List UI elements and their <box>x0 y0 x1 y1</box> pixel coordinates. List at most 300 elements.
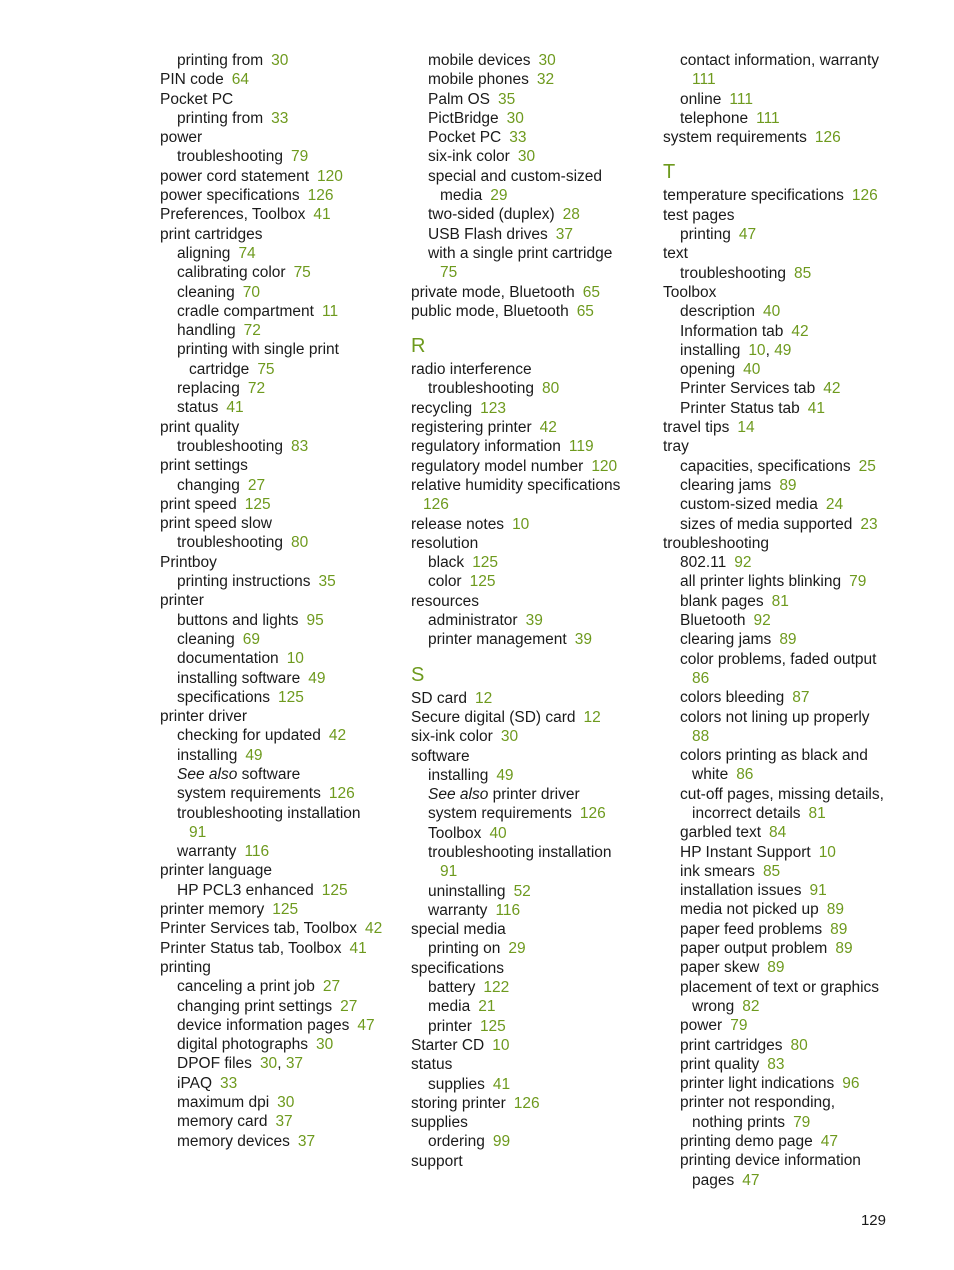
index-subentry <box>411 997 651 1016</box>
index-subentry <box>411 553 651 572</box>
entry-term: media not picked up <box>680 901 819 919</box>
entry-term: power cord statement <box>160 167 310 185</box>
page-reference: 126 <box>307 187 334 205</box>
entry-term: resolution <box>411 534 479 552</box>
entry-term: 802.11 <box>680 554 727 572</box>
index-entry <box>411 1055 651 1074</box>
page-reference: 49 <box>496 766 514 784</box>
index-subentry <box>663 1016 903 1035</box>
entry-term: PictBridge <box>428 109 499 127</box>
page-reference: 49 <box>245 746 263 764</box>
index-entry <box>411 1113 651 1132</box>
index-entry <box>160 919 400 938</box>
index-entry <box>411 689 651 708</box>
index-column-3 <box>663 51 903 1190</box>
page-reference: 75 <box>293 264 311 282</box>
index-entry <box>160 495 400 514</box>
page-reference: 29 <box>508 940 526 958</box>
page-reference: 116 <box>244 843 270 861</box>
entry-term: relative humidity specifications <box>411 476 621 494</box>
entry-term: printer memory <box>160 901 265 919</box>
index-entry <box>160 514 400 533</box>
index-subentry <box>160 109 400 128</box>
page-reference: 79 <box>730 1017 748 1035</box>
index-subentry <box>663 920 903 939</box>
index-entry-continuation <box>663 804 903 823</box>
entry-term: printing with single print <box>177 341 339 359</box>
page-reference: 95 <box>306 611 324 629</box>
entry-term: printer driver <box>492 786 580 804</box>
entry-term: printer management <box>428 631 567 649</box>
entry-term: installing <box>428 766 489 784</box>
index-subentry <box>663 457 903 476</box>
index-subentry <box>663 611 903 630</box>
index-entry-continuation <box>411 495 651 514</box>
index-subentry <box>663 939 903 958</box>
page-reference: 41 <box>492 1075 511 1093</box>
page-reference: 52 <box>513 882 531 900</box>
page-reference: 86 <box>692 669 710 687</box>
index-entry <box>411 1094 651 1113</box>
index-subentry <box>663 592 903 611</box>
index-subentry <box>411 51 651 70</box>
entry-term: replacing <box>177 380 240 398</box>
entry-term: placement of text or graphics <box>680 978 880 996</box>
page-reference: 30 <box>271 52 289 69</box>
page-reference: 42 <box>539 419 557 437</box>
page-reference: 37 <box>555 225 573 243</box>
page-reference: 81 <box>771 592 789 610</box>
entry-term: DPOF files <box>177 1055 252 1073</box>
index-subentry <box>663 264 903 283</box>
page-reference: 70 <box>242 283 260 301</box>
entry-term: text <box>663 245 688 263</box>
entry-term: regulatory model number <box>411 457 584 475</box>
page-reference: 125 <box>479 1017 506 1035</box>
entry-term: black <box>428 554 465 572</box>
entry-term: print speed slow <box>160 515 273 533</box>
entry-term: color <box>428 573 462 591</box>
index-entry <box>411 360 651 379</box>
section-letter-s: S <box>411 663 425 686</box>
index-subentry <box>411 901 651 920</box>
index-subentry <box>663 495 903 514</box>
entry-term: power <box>160 129 203 147</box>
entry-term: printing instructions <box>177 573 311 591</box>
index-subentry <box>160 688 400 707</box>
entry-term: online <box>680 90 722 108</box>
index-entry-continuation <box>663 765 903 784</box>
entry-term: travel tips <box>663 419 730 437</box>
page-reference: 75 <box>440 264 458 282</box>
entry-term: ordering <box>428 1133 485 1151</box>
entry-term: media <box>428 998 471 1016</box>
page-reference: 39 <box>525 612 543 630</box>
index-subentry <box>663 958 903 977</box>
entry-term: cleaning <box>177 283 235 301</box>
entry-term: maximum dpi <box>177 1094 270 1112</box>
entry-term: sizes of media supported <box>680 515 853 533</box>
index-subentry <box>411 225 651 244</box>
page-reference: 10 <box>492 1036 510 1054</box>
entry-term: private mode, Bluetooth <box>411 283 575 301</box>
entry-term: HP PCL3 enhanced <box>177 881 314 899</box>
index-entry <box>160 861 400 880</box>
index-subentry <box>663 1074 903 1093</box>
page-reference: 125 <box>272 901 299 919</box>
page-reference: 89 <box>767 959 785 977</box>
entry-term: software <box>411 747 470 765</box>
entry-term: print quality <box>680 1055 760 1073</box>
index-subentry <box>160 977 400 996</box>
page-reference: 41 <box>313 206 331 224</box>
index-entry <box>411 959 651 978</box>
entry-term: colors printing as black and <box>680 747 868 765</box>
page-reference: 37 <box>297 1132 316 1150</box>
index-subentry <box>411 379 651 398</box>
page-reference: 86 <box>736 766 754 784</box>
index-subentry <box>160 147 400 166</box>
page-reference: 30 <box>517 148 536 166</box>
entry-term: printing on <box>428 940 501 958</box>
entry-term: troubleshooting <box>177 148 283 166</box>
index-subentry <box>663 379 903 398</box>
index-entry <box>663 244 903 263</box>
entry-term: pages <box>692 1171 735 1189</box>
index-entry <box>411 437 651 456</box>
entry-term: white <box>692 766 729 784</box>
entry-term: PIN code <box>160 71 224 89</box>
entry-term: printer language <box>160 862 273 880</box>
page-reference: 12 <box>475 689 493 707</box>
index-entry-continuation <box>411 263 651 282</box>
entry-term: printing <box>680 226 731 244</box>
index-entry <box>160 70 400 89</box>
index-entry <box>411 708 651 727</box>
entry-term: troubleshooting <box>680 264 786 282</box>
page-reference: 65 <box>576 302 594 320</box>
index-subentry <box>160 726 400 745</box>
page-reference: 65 <box>582 283 600 301</box>
index-subentry <box>663 881 903 900</box>
index-subentry <box>160 1132 400 1151</box>
entry-term: troubleshooting installation <box>177 804 361 822</box>
see-also-label: See also <box>177 765 238 783</box>
entry-term: SD card <box>411 689 467 707</box>
index-subentry <box>411 804 651 823</box>
page-reference: 21 <box>478 998 496 1016</box>
entry-term: blank pages <box>680 592 764 610</box>
page-reference: 126 <box>423 496 449 514</box>
entry-term: system requirements <box>428 805 572 823</box>
page-reference: 99 <box>492 1133 511 1151</box>
entry-term: contact information, warranty <box>680 52 880 69</box>
page-reference: 33 <box>220 1074 238 1092</box>
index-subentry <box>160 804 400 823</box>
index-subentry <box>160 630 400 649</box>
index-subentry <box>411 843 651 862</box>
entry-term: recycling <box>411 399 473 417</box>
page-reference: 91 <box>189 823 207 841</box>
page-reference: 126 <box>513 1094 540 1112</box>
index-subentry <box>160 533 400 552</box>
index-subentry <box>411 824 651 843</box>
entry-term: Printer Services tab <box>680 380 816 398</box>
index-entry <box>411 1036 651 1055</box>
index-subentry <box>411 147 651 166</box>
entry-term: memory devices <box>177 1132 290 1150</box>
entry-term: warranty <box>428 901 488 919</box>
page-reference: 47 <box>820 1133 838 1151</box>
page-reference: 125 <box>469 573 496 591</box>
entry-term: paper feed problems <box>680 920 823 938</box>
page-reference: 88 <box>692 727 710 745</box>
index-column-2 <box>411 51 651 1171</box>
entry-term: power <box>680 1017 723 1035</box>
entry-term: installing <box>680 341 741 359</box>
page-reference: 122 <box>483 979 510 997</box>
page-reference: 30 <box>538 52 556 69</box>
entry-term: capacities, specifications <box>680 457 851 475</box>
index-subentry <box>663 225 903 244</box>
page-reference: 40 <box>489 824 507 842</box>
entry-term: clearing jams <box>680 476 772 494</box>
index-subentry <box>663 862 903 881</box>
entry-term: specifications <box>411 959 505 977</box>
index-subentry <box>411 205 651 224</box>
page-reference: 40 <box>762 303 781 321</box>
entry-term: system requirements <box>663 129 807 147</box>
entry-term: incorrect details <box>692 804 801 822</box>
index-subentry <box>160 765 400 784</box>
page-reference: 125 <box>321 881 348 899</box>
entry-term: cartridge <box>189 360 250 378</box>
entry-term: supplies <box>411 1114 468 1132</box>
index-subentry <box>663 1132 903 1151</box>
index-entry <box>160 418 400 437</box>
index-subentry <box>663 823 903 842</box>
index-subentry <box>160 51 400 70</box>
entry-term: print cartridges <box>160 225 263 243</box>
index-entry-continuation <box>663 70 903 89</box>
index-entry <box>411 283 651 302</box>
index-subentry <box>663 90 903 109</box>
index-entry <box>160 939 400 958</box>
entry-term: mobile devices <box>428 52 531 69</box>
page-reference: 116 <box>495 901 521 919</box>
entry-term: power specifications <box>160 187 300 205</box>
page-reference: 30 <box>316 1036 334 1054</box>
entry-term: garbled text <box>680 824 761 842</box>
index-subentry <box>663 1055 903 1074</box>
page-reference: 64 <box>231 71 250 89</box>
index-column-1 <box>160 51 400 1151</box>
page-reference: 111 <box>729 90 753 108</box>
page-reference: 89 <box>779 631 797 649</box>
entry-term: two-sided (duplex) <box>428 206 555 224</box>
entry-term: printing from <box>177 52 264 69</box>
entry-term: description <box>680 303 755 321</box>
index-entry-continuation <box>160 823 400 842</box>
page-reference: 96 <box>842 1075 860 1093</box>
index-subentry <box>160 1035 400 1054</box>
entry-term: memory card <box>177 1113 268 1131</box>
entry-term: canceling a print job <box>177 978 315 996</box>
index-entry <box>160 591 400 610</box>
index-entry <box>411 476 651 495</box>
index-entry <box>411 457 651 476</box>
index-subentry <box>663 978 903 997</box>
entry-term: printing from <box>177 109 264 127</box>
entry-term: printer <box>160 592 204 610</box>
index-subentry <box>663 843 903 862</box>
index-subentry <box>411 109 651 128</box>
index-subentry <box>411 766 651 785</box>
entry-term: cleaning <box>177 630 235 648</box>
page-reference: 10 <box>286 650 304 668</box>
page-reference: 80 <box>790 1036 808 1054</box>
entry-term: test pages <box>663 206 735 224</box>
index-entry <box>411 534 651 553</box>
entry-term: telephone <box>680 109 749 127</box>
page-reference: 10 <box>512 515 530 533</box>
index-subentry <box>411 978 651 997</box>
page-reference: 33 <box>509 129 527 147</box>
index-subentry <box>411 939 651 958</box>
entry-term: storing printer <box>411 1094 506 1112</box>
index-entry-continuation <box>663 1113 903 1132</box>
entry-term: troubleshooting <box>428 380 534 398</box>
entry-term: special and custom-sized <box>428 167 603 185</box>
page-reference: 120 <box>317 167 343 185</box>
page-reference: 49 <box>308 669 326 687</box>
page-reference: 72 <box>243 322 261 340</box>
index-subentry <box>160 669 400 688</box>
index-subentry <box>663 553 903 572</box>
entry-term: aligning <box>177 244 231 262</box>
entry-term: troubleshooting installation <box>428 843 612 861</box>
page-reference: 27 <box>322 978 341 996</box>
entry-term: Toolbox <box>663 283 717 301</box>
page-reference: 126 <box>851 187 878 205</box>
page-reference: 69 <box>242 630 260 648</box>
index-subentry <box>663 322 903 341</box>
index-subentry <box>411 882 651 901</box>
index-subentry <box>411 70 651 89</box>
entry-term: six-ink color <box>411 728 493 746</box>
entry-term: wrong <box>692 997 735 1015</box>
entry-term: printer not responding, <box>680 1094 836 1112</box>
entry-term: cradle compartment <box>177 302 314 320</box>
entry-term: Palm OS <box>428 90 491 108</box>
entry-term: Pocket PC <box>160 90 234 108</box>
entry-term: system requirements <box>177 785 321 803</box>
index-subentry <box>663 650 903 669</box>
page-reference: 91 <box>440 863 458 881</box>
index-subentry <box>160 398 400 417</box>
page-reference: 80 <box>291 534 309 552</box>
entry-term: installing software <box>177 669 301 687</box>
index-entry <box>663 534 903 553</box>
entry-term: Pocket PC <box>428 129 502 147</box>
index-subentry <box>411 90 651 109</box>
page-reference: 81 <box>808 804 826 822</box>
page-reference: 30 <box>259 1055 278 1073</box>
index-subentry <box>663 708 903 727</box>
entry-term: installing <box>177 746 238 764</box>
entry-term: printing device information <box>680 1152 861 1170</box>
page-reference: 126 <box>814 129 841 147</box>
entry-term: color problems, faded output <box>680 650 877 668</box>
index-subentry <box>663 1036 903 1055</box>
index-subentry <box>160 476 400 495</box>
page-reference: 85 <box>762 862 781 880</box>
entry-term: custom-sized media <box>680 496 818 514</box>
entry-term: changing <box>177 476 240 494</box>
entry-term: Printboy <box>160 553 217 571</box>
index-subentry <box>160 437 400 456</box>
index-entry <box>160 90 400 109</box>
page-reference: 40 <box>743 361 761 379</box>
page-reference: 30 <box>500 728 519 746</box>
page-reference: 85 <box>794 264 812 282</box>
index-subentry <box>160 340 400 359</box>
page-reference: 41 <box>349 939 367 957</box>
index-entry <box>663 186 903 205</box>
index-subentry <box>160 379 400 398</box>
index-subentry <box>663 688 903 707</box>
index-subentry <box>160 263 400 282</box>
entry-term: six-ink color <box>428 148 510 166</box>
section-letter-t: T <box>663 161 676 184</box>
entry-term: administrator <box>428 612 518 630</box>
index-subentry <box>663 1151 903 1170</box>
index-entry <box>160 553 400 572</box>
entry-term: temperature specifications <box>663 187 844 205</box>
entry-term: nothing prints <box>692 1113 786 1131</box>
entry-term: print settings <box>160 457 248 475</box>
entry-term: calibrating color <box>177 264 286 282</box>
entry-term: printer <box>428 1017 472 1035</box>
entry-term: device information pages <box>177 1016 350 1034</box>
index-entry-continuation <box>663 997 903 1016</box>
page-reference: 79 <box>793 1113 811 1131</box>
page-reference: 42 <box>328 727 347 745</box>
index-entry <box>411 1152 651 1171</box>
index-subentry <box>160 302 400 321</box>
page-reference: 89 <box>779 476 797 494</box>
entry-term: battery <box>428 979 476 997</box>
page-reference: 11 <box>321 302 339 320</box>
page-reference: 82 <box>742 997 760 1015</box>
page-reference: 49 <box>774 341 792 359</box>
page-reference: 126 <box>328 785 355 803</box>
index-subentry <box>663 785 903 804</box>
entry-term: HP Instant Support <box>680 843 811 861</box>
entry-term: status <box>177 399 219 417</box>
entry-term: paper output problem <box>680 940 828 958</box>
entry-term: software <box>241 765 301 783</box>
entry-term: status <box>411 1056 453 1074</box>
page-reference: 125 <box>278 688 304 706</box>
index-entry <box>663 283 903 302</box>
index-subentry <box>160 881 400 900</box>
index-entry <box>411 399 651 418</box>
entry-term: media <box>440 187 483 205</box>
page-reference: 120 <box>591 457 618 475</box>
page-reference: 89 <box>835 940 853 958</box>
page-reference: 37 <box>275 1113 293 1131</box>
